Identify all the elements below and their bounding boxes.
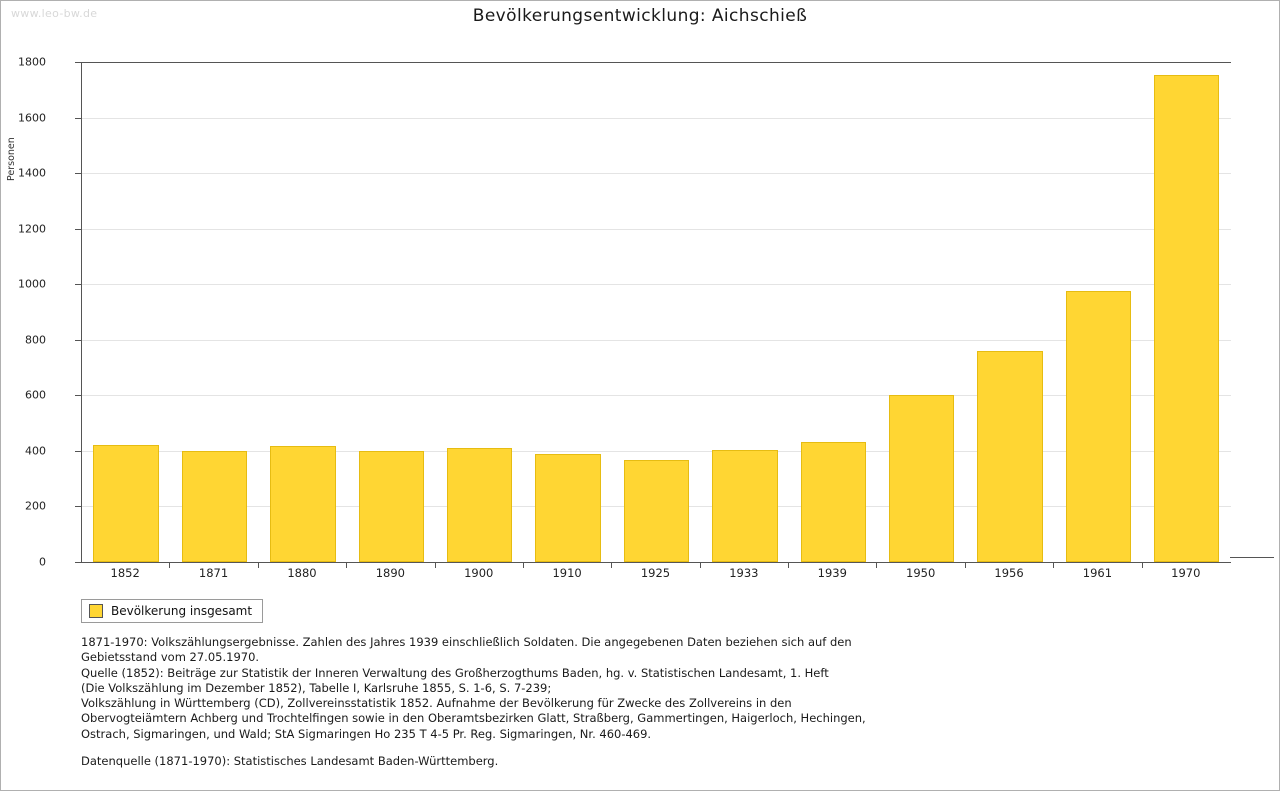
x-tick-mark bbox=[876, 563, 877, 568]
bar-slot bbox=[82, 62, 170, 562]
footnote-line: Gebietsstand vom 27.05.1970. bbox=[81, 650, 260, 665]
footnotes bbox=[81, 635, 1221, 769]
y-tick-label: 800 bbox=[25, 333, 46, 347]
x-axis-right-extension bbox=[1230, 557, 1274, 558]
y-tick-label: 200 bbox=[25, 499, 46, 513]
bar-slot bbox=[259, 62, 347, 562]
footnote-spacer bbox=[81, 742, 1221, 754]
x-tick-label: 1939 bbox=[817, 566, 847, 580]
x-tick-label: 1925 bbox=[640, 566, 671, 580]
x-tick-mark bbox=[700, 563, 701, 568]
bar-slot bbox=[436, 62, 524, 562]
legend-label: Bevölkerung insgesamt bbox=[111, 604, 253, 618]
x-tick-label: 1910 bbox=[552, 566, 582, 580]
y-tick-label: 1800 bbox=[18, 55, 46, 69]
x-tick-label: 1956 bbox=[994, 566, 1024, 580]
footnote-line: Quelle (1852): Beiträge zur Statistik der Inneren Verwaltung des Großherzogthums Baden, hg. v. Statistischen Landesamt, 1. Heft bbox=[81, 665, 829, 680]
x-tick-label: 1890 bbox=[375, 566, 405, 580]
x-tick-mark bbox=[169, 563, 170, 568]
footnote-line: 1871-1970: Volkszählungsergebnisse. Zahlen des Jahres 1939 einschließlich Soldaten. Die angegebenen Daten beziehen sich auf den bbox=[81, 635, 852, 649]
y-tick-label: 600 bbox=[25, 388, 46, 402]
footnote-line: Volkszählung in Württemberg (CD), Zollvereinsstatistik 1852. Aufnahme der Bevölkerung für Zwecke des Zollvereins in den bbox=[81, 696, 792, 711]
watermark: www.leo-bw.de bbox=[11, 7, 98, 20]
bar-slot bbox=[612, 62, 700, 562]
y-tick-label: 0 bbox=[39, 555, 46, 569]
bar[interactable] bbox=[447, 448, 512, 562]
x-tick-mark bbox=[611, 563, 612, 568]
footnote-line: Ostrach, Sigmaringen, und Wald; StA Sigmaringen Ho 235 T 4-5 Pr. Reg. Sigmaringen, Nr. 460-469. bbox=[81, 726, 652, 741]
bar-slot bbox=[701, 62, 789, 562]
bar-slot bbox=[877, 62, 965, 562]
bar[interactable] bbox=[182, 451, 247, 562]
bar[interactable] bbox=[801, 442, 866, 562]
plot-area bbox=[81, 62, 1231, 563]
y-tick-label: 1600 bbox=[18, 111, 46, 125]
x-tick-label: 1871 bbox=[198, 566, 229, 580]
bar-slot bbox=[966, 62, 1054, 562]
y-tick-label: 1000 bbox=[18, 277, 46, 291]
x-tick-mark bbox=[346, 563, 347, 568]
bar-slot bbox=[524, 62, 612, 562]
footnote-line: Obervogteiämtern Achberg und Trochtelfingen sowie in den Oberamtsbezirken Glatt, Straßberg, Gammertingen, Haigerloch, Hechingen, bbox=[81, 711, 866, 726]
footnote-block-datasource bbox=[81, 754, 1221, 769]
footnote-line: (Die Volkszählung im Dezember 1852), Tabelle I, Karlsruhe 1855, S. 1-6, S. 7-239; bbox=[81, 680, 552, 695]
x-tick-mark bbox=[965, 563, 966, 568]
bar[interactable] bbox=[624, 460, 689, 563]
bar[interactable] bbox=[1066, 291, 1131, 562]
y-tick-label: 1200 bbox=[18, 222, 46, 236]
x-tick-mark bbox=[788, 563, 789, 568]
bar-series bbox=[82, 62, 1231, 562]
x-tick-mark bbox=[1053, 563, 1054, 568]
bar[interactable] bbox=[359, 451, 424, 562]
bar[interactable] bbox=[270, 446, 335, 562]
x-tick-label: 1933 bbox=[729, 566, 759, 580]
bar[interactable] bbox=[712, 450, 777, 563]
x-tick-label: 1880 bbox=[287, 566, 317, 580]
bar-slot bbox=[170, 62, 258, 562]
x-tick-label: 1852 bbox=[110, 566, 140, 580]
bar-slot bbox=[347, 62, 435, 562]
x-tick-label: 1970 bbox=[1171, 566, 1201, 580]
bar[interactable] bbox=[889, 395, 954, 562]
bar[interactable] bbox=[977, 351, 1042, 562]
x-tick-mark bbox=[258, 563, 259, 568]
bar-slot bbox=[1143, 62, 1231, 562]
y-tick-label: 400 bbox=[25, 444, 46, 458]
bar-slot bbox=[1054, 62, 1142, 562]
x-tick-label: 1900 bbox=[464, 566, 494, 580]
legend bbox=[81, 599, 263, 623]
legend-swatch-icon bbox=[89, 604, 103, 618]
bar[interactable] bbox=[1154, 75, 1219, 563]
bar-slot bbox=[789, 62, 877, 562]
x-tick-mark bbox=[1142, 563, 1143, 568]
x-tick-label: 1950 bbox=[906, 566, 936, 580]
footnote-line: Datenquelle (1871-1970): Statistisches Landesamt Baden-Württemberg. bbox=[81, 753, 499, 768]
x-tick-mark bbox=[523, 563, 524, 568]
footnote-block-sources bbox=[81, 635, 1221, 742]
bar[interactable] bbox=[535, 454, 600, 562]
y-axis-label: Personen bbox=[6, 137, 17, 181]
y-tick-label: 1400 bbox=[18, 166, 46, 180]
x-tick-label: 1961 bbox=[1082, 566, 1113, 580]
chart-title: Bevölkerungsentwicklung: Aichschieß bbox=[472, 6, 808, 26]
x-tick-mark bbox=[435, 563, 436, 568]
bar[interactable] bbox=[93, 445, 158, 562]
